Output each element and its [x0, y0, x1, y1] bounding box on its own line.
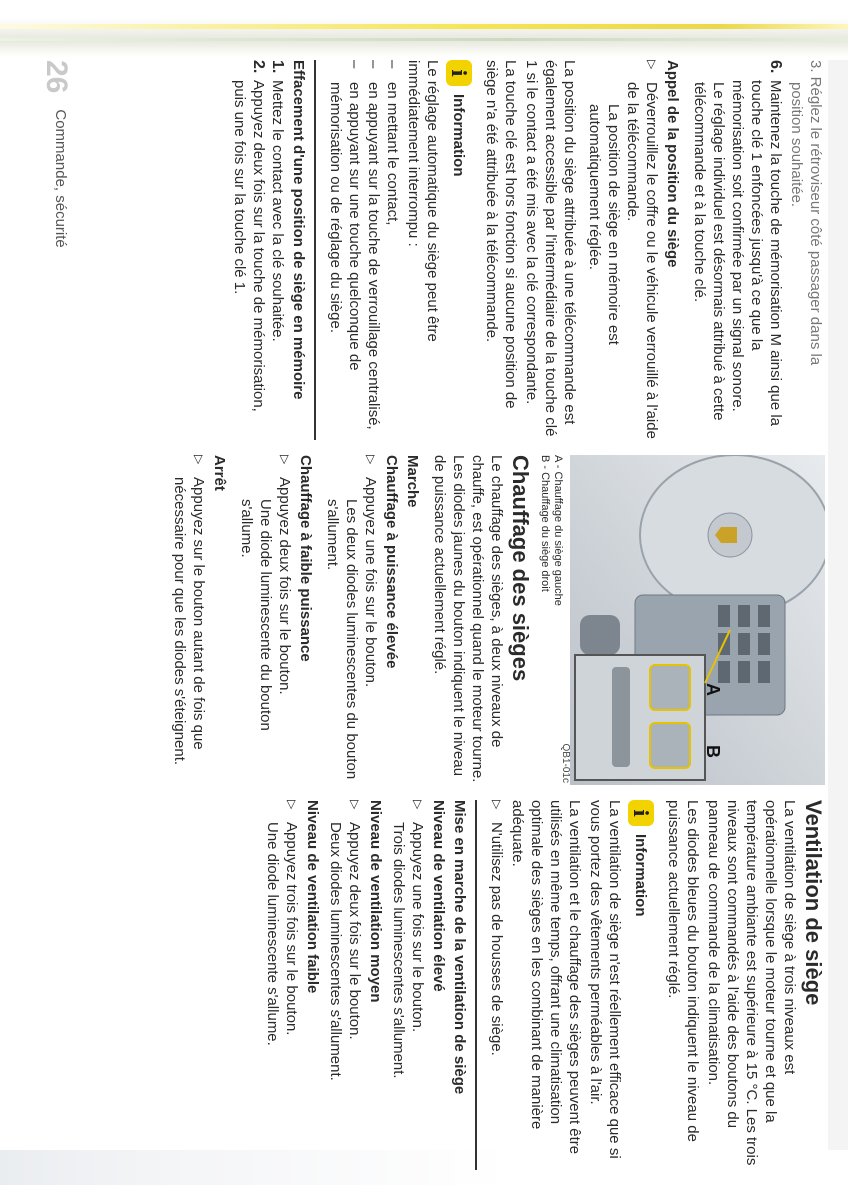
divider: [314, 60, 316, 440]
seat-heating-intro: Le chauffage des sièges, à deux niveaux de chauffe, est opérationnel quand le moteur tourne. Les diodes jaunes du bouton indiquent le niveau de puissance actuellement réglé.: [431, 455, 505, 783]
low-power-item: ▷ Appuyez deux fois sur le bouton.: [276, 455, 293, 695]
start-ventilation-heading: Mise en marche de la ventilation de siège: [451, 800, 468, 1095]
yellow-stripe: [0, 24, 848, 29]
vent-low-item: ▷ Appuyez trois fois sur le bouton.: [283, 800, 300, 1036]
info-box-1: i Information: [446, 60, 472, 440]
recall-heading: Appel de la position du siège: [664, 60, 681, 268]
cut-line: 3. Réglez le rétroviseur côté passager dans la position souhaitée.: [788, 60, 824, 366]
triangle-icon: ▷: [411, 800, 425, 810]
column-seat-heating: [45, 455, 825, 785]
console-illustration: [570, 455, 825, 785]
ventilation-intro-2: Les diodes bleues du bouton indiquent le niveau de puissance actuellement réglé.: [665, 800, 701, 1142]
recall-note: La position de siège en mémoire est automatiquement réglée.: [586, 104, 622, 345]
vent-high-item: ▷ Appuyez une fois sur le bouton.: [409, 800, 426, 1033]
off-heading: Arrêt: [211, 455, 228, 491]
step-6-note: Le réglage individuel est désormais attribué à cette télécommande et à la touche clé.: [691, 82, 727, 421]
erase-step-2: 2. Appuyez deux fois sur la touche de mémorisation, puis une fois sur la touche clé 1.: [231, 60, 267, 412]
off-item: ▷ Appuyez sur le bouton autant de fois que nécessaire pour que les diodes s'éteignent.: [171, 455, 207, 766]
ventilation-heading: Ventilation de siège: [801, 800, 826, 1006]
para-2: La touche clé est hors fonction si aucune position de siège n'a été attribuée à la télécommande.: [483, 60, 519, 409]
info-box-2: i Information: [628, 800, 654, 1170]
ventilation-intro: La ventilation de siège à trois niveaux est opérationnelle lorsque le moteur tourne et que la température ambiante est supérieure à 15 °C. Les trois niveaux sont commandés à l'aide des boutons du panneau de commande de la climatisation.: [705, 800, 798, 1166]
recall-item: ▷ Déverrouillez le coffre ou le véhicule verrouillé à l'aide de la télécommande.: [624, 60, 660, 439]
vent-low-heading: Niveau de ventilation faible: [304, 800, 321, 994]
photo-code: QB1-01c: [560, 743, 571, 783]
page-footer: [40, 60, 97, 440]
right-page-edge: [828, 60, 848, 1150]
high-power-heading: Chauffage à puissance élevée: [383, 455, 400, 669]
vent-mid-note: Deux diodes luminescentes s'allument.: [327, 822, 344, 1081]
rotated-manual-page: [40, 60, 826, 1180]
console-photo: [560, 455, 825, 785]
photo-caption: A - Chauffage du siège gauche B - Chauffage du siège droit: [539, 455, 564, 606]
step-6: 6. Maintenez la touche de mémorisation M ainsi que la touche clé 1 enfoncées jusqu'à ce que la mémorisation soit confirmée par un signal sonore.: [729, 60, 784, 427]
low-power-note: Une diode luminescente du bouton s'allume.: [238, 499, 274, 731]
triangle-icon: ▷: [192, 455, 206, 465]
vent-mid-heading: Niveau de ventilation moyen: [367, 800, 384, 1003]
info-icon: i: [446, 60, 472, 86]
seat-heating-heading: Chauffage des sièges: [508, 455, 533, 682]
para-1: La position du siège attribuée à une télécommande est également accessible par l'intermédiaire de la touche clé 1 si le contact a été mis avec la clé correspondante.: [523, 60, 578, 437]
divider: [475, 800, 477, 1170]
label-a: A: [703, 683, 723, 696]
dash-item-2: – en appuyant sur la touche de verrouillage centralisé,: [365, 60, 382, 430]
dash-item-3: – en appuyant sur une touche quelconque de mémorisation ou de réglage du siège.: [327, 60, 363, 371]
triangle-icon: ▷: [278, 455, 292, 465]
label-b: B: [703, 745, 723, 758]
marche-heading: Marche: [404, 455, 421, 508]
column-seat-ventilation: [45, 800, 825, 1170]
top-scan-band: [0, 18, 848, 58]
column-memory: [40, 60, 825, 440]
high-power-note: Les deux diodes luminescentes du bouton s'allument.: [324, 499, 360, 780]
triangle-icon: ▷: [645, 60, 659, 70]
dash-item-1: – en mettant le contact,: [384, 60, 401, 226]
low-power-heading: Chauffage à faible puissance: [297, 455, 314, 662]
vent-low-note: Une diode luminescente s'allume.: [264, 822, 281, 1046]
high-power-item: ▷ Appuyez une fois sur le bouton.: [362, 455, 379, 688]
triangle-icon: ▷: [285, 800, 299, 810]
triangle-icon: ▷: [490, 800, 504, 810]
erase-step-1: 1. Mettez le contact avec la clé souhaitée.: [269, 60, 286, 342]
vent-high-note: Trois diodes luminescentes s'allument.: [390, 822, 407, 1079]
info-2-item: ▷ N'utilisez pas de housses de siège.: [488, 800, 505, 1056]
vent-mid-item: ▷ Appuyez deux fois sur le bouton.: [346, 800, 363, 1040]
info-2-text-2: La ventilation et le chauffage des sièges peuvent être utilisés en même temps, offrant une climatisation optimale des sièges en les combinant de manière adéquate.: [509, 800, 583, 1155]
erase-heading: Effacement d'une position de siège en mémoire: [290, 60, 307, 400]
page-number: 26: [40, 60, 73, 94]
info-text: Le réglage automatique du siège peut être immédiatement interrompu :: [405, 60, 441, 342]
triangle-icon: ▷: [364, 455, 378, 465]
triangle-icon: ▷: [348, 800, 362, 810]
info-icon: i: [628, 800, 654, 826]
vent-high-heading: Niveau de ventilation élevé: [430, 800, 447, 992]
info-2-text-1: La ventilation de siège n'est réellement efficace que si vous portez des vêtements perméables à l'air.: [587, 800, 623, 1159]
section-title: Commande, sécurité: [52, 109, 69, 248]
green-stripe: [0, 38, 848, 41]
